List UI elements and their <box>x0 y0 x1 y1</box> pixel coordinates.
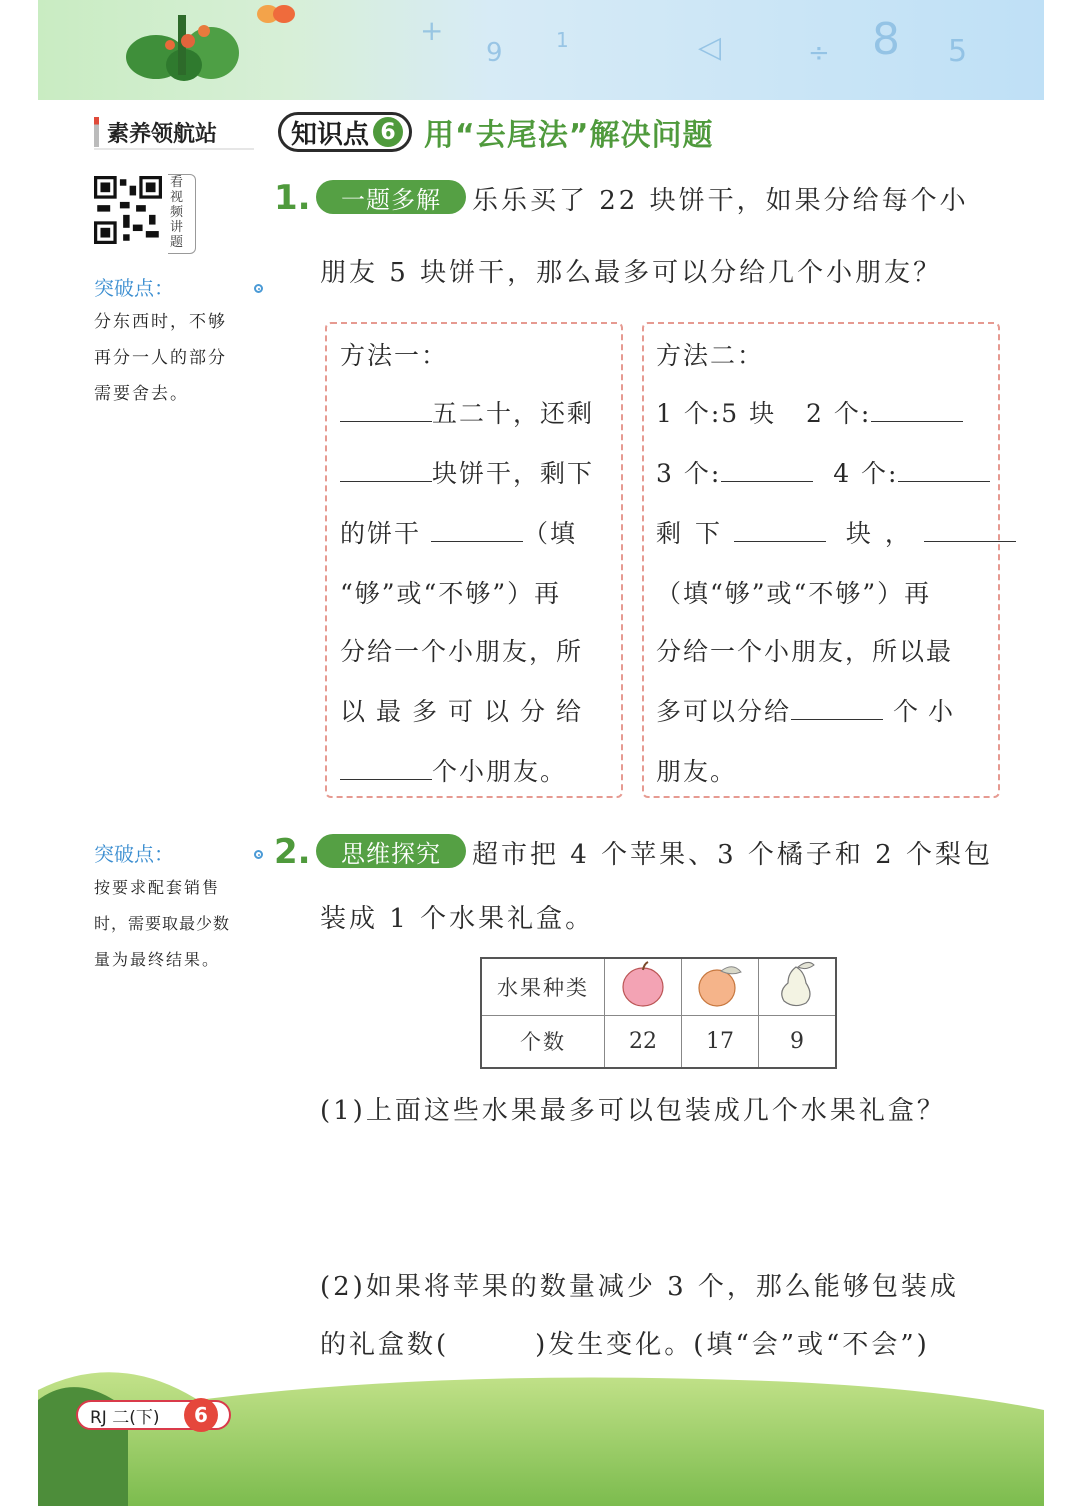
digit-symbol-icon: 5 <box>948 34 968 69</box>
answer-blank[interactable] <box>791 693 883 720</box>
tip-dot-icon <box>254 284 263 293</box>
divide-symbol-icon: ÷ <box>808 38 830 68</box>
answer-blank[interactable] <box>898 455 990 482</box>
answer-blank[interactable] <box>340 395 432 422</box>
answer-blank[interactable] <box>340 753 432 780</box>
question-number: 1. <box>274 178 311 218</box>
question-number: 2. <box>274 832 311 872</box>
method-line <box>656 394 963 430</box>
station-title: 素养领航站 <box>107 121 218 147</box>
question-text: 乐乐买了 22 块饼干，如果分给每个小 <box>472 186 969 216</box>
method-line <box>340 394 594 430</box>
sub-question-text: (1)上面这些水果最多可以包装成几个水果礼盒？ <box>320 1096 946 1126</box>
method-line <box>656 514 1016 550</box>
plant-decoration-icon <box>126 5 246 85</box>
method-text: 剩下 <box>656 519 735 548</box>
top-banner <box>38 0 1044 100</box>
table-cell: 9 <box>759 1016 837 1068</box>
method-text: 2 个: <box>805 399 872 428</box>
method-text: 以最多可以分给 <box>340 697 593 726</box>
method-text: 五二十，还剩 <box>432 399 595 428</box>
tip-text <box>94 304 254 412</box>
method-text: （填“够”或“不够”）再 <box>656 579 932 608</box>
answer-blank[interactable] <box>871 395 963 422</box>
method-text: 3 个: <box>656 459 722 488</box>
question-text: 装成 1 个水果礼盒。 <box>320 904 595 934</box>
table-row <box>481 1016 836 1068</box>
table-cell <box>682 958 759 1016</box>
triangle-symbol-icon: ◁ <box>698 30 722 65</box>
workbook-page <box>38 0 1044 1506</box>
method-title: 方法一： <box>340 341 449 370</box>
tip-line: 按要求配套销售 <box>94 878 221 897</box>
bottom-grass-decoration <box>38 1360 1044 1506</box>
sub-question-part: )发生变化。(填“会”或“不会”) <box>535 1330 930 1360</box>
method-text: 块饼干，剩下 <box>432 459 595 488</box>
table-cell <box>605 958 682 1016</box>
section-station <box>94 112 217 152</box>
tip-label: 突破点： <box>94 842 174 866</box>
answer-blank[interactable] <box>734 515 826 542</box>
question-text: 超市把 4 个苹果、3 个橘子和 2 个梨包 <box>472 840 993 870</box>
digit-symbol-icon: 1 <box>556 28 569 52</box>
orange-icon <box>695 960 745 1008</box>
tip-line: 时，需要取最少数 <box>94 914 231 933</box>
table-cell: 17 <box>682 1016 759 1068</box>
digit-symbol-icon: 9 <box>486 38 503 68</box>
tip-line: 量为最终结果。 <box>94 950 221 969</box>
method-text: 个小朋友。 <box>432 757 568 786</box>
pear-icon <box>774 959 820 1009</box>
table-header-label: 水果种类 <box>481 958 605 1016</box>
book-label: RJ 二(下) <box>90 1407 160 1428</box>
method-text: 1 个:5 块 <box>656 399 777 428</box>
apple-icon <box>620 960 666 1008</box>
method-text: 多可以分给 <box>656 697 792 726</box>
method-text: 的饼干 <box>340 519 422 548</box>
table-count-label: 个数 <box>481 1016 605 1068</box>
tip-line: 分东西时，不够 <box>94 312 227 332</box>
page-number: 6 <box>184 1398 218 1432</box>
tip-dot-icon <box>254 850 263 859</box>
method-text: 分给一个小朋友，所以最 <box>656 637 954 666</box>
knowledge-point-pill <box>278 112 412 152</box>
method-title: 方法二： <box>656 341 765 370</box>
qr-code-icon[interactable] <box>94 176 162 244</box>
sub-question-part: 的礼盒数( <box>320 1330 450 1360</box>
fruit-table <box>480 957 837 1069</box>
table-cell <box>759 958 837 1016</box>
method-line <box>656 454 990 490</box>
method-line <box>340 514 577 550</box>
table-row <box>481 958 836 1016</box>
sub-question-text <box>320 1324 930 1361</box>
method-text: 分给一个小朋友，所 <box>340 637 584 666</box>
knowledge-point-title: 用“去尾法”解决问题 <box>424 118 714 153</box>
plus-symbol-icon: + <box>420 14 444 47</box>
tip-line: 需要舍去。 <box>94 384 189 404</box>
answer-blank[interactable] <box>924 515 1016 542</box>
answer-blank[interactable] <box>721 455 813 482</box>
answer-blank[interactable] <box>340 455 432 482</box>
tip-label: 突破点： <box>94 276 174 300</box>
digit-symbol-icon: 8 <box>872 14 900 65</box>
station-bar-icon <box>94 117 99 147</box>
butterfly-icon <box>256 2 296 28</box>
question-tag: 思维探究 <box>316 834 466 868</box>
sub-question-text: (2)如果将苹果的数量减少 3 个，那么能够包装成 <box>320 1272 959 1302</box>
tip-line: 再分一人的部分 <box>94 348 227 368</box>
method-text: “够”或“不够”）再 <box>340 579 562 608</box>
method-line <box>340 454 594 490</box>
table-cell: 22 <box>605 1016 682 1068</box>
question-text: 朋友 5 块饼干，那么最多可以分给几个小朋友？ <box>320 258 943 288</box>
method-text: 块， <box>845 519 924 548</box>
method-text: （填 <box>522 519 577 548</box>
tip-text <box>94 870 254 978</box>
method-line <box>340 752 567 788</box>
station-underline <box>94 148 254 150</box>
knowledge-point-header <box>278 112 713 152</box>
method-text: 朋友。 <box>656 757 738 786</box>
method-text: 个小 <box>892 697 963 726</box>
knowledge-point-label: 知识点 <box>291 119 370 150</box>
question-tag: 一题多解 <box>316 180 466 214</box>
method-text: 4 个: <box>833 459 899 488</box>
video-label[interactable]: 看视频讲题 <box>168 174 196 254</box>
knowledge-point-number: 6 <box>373 117 403 147</box>
answer-blank[interactable] <box>431 515 523 542</box>
method-line <box>656 692 963 728</box>
